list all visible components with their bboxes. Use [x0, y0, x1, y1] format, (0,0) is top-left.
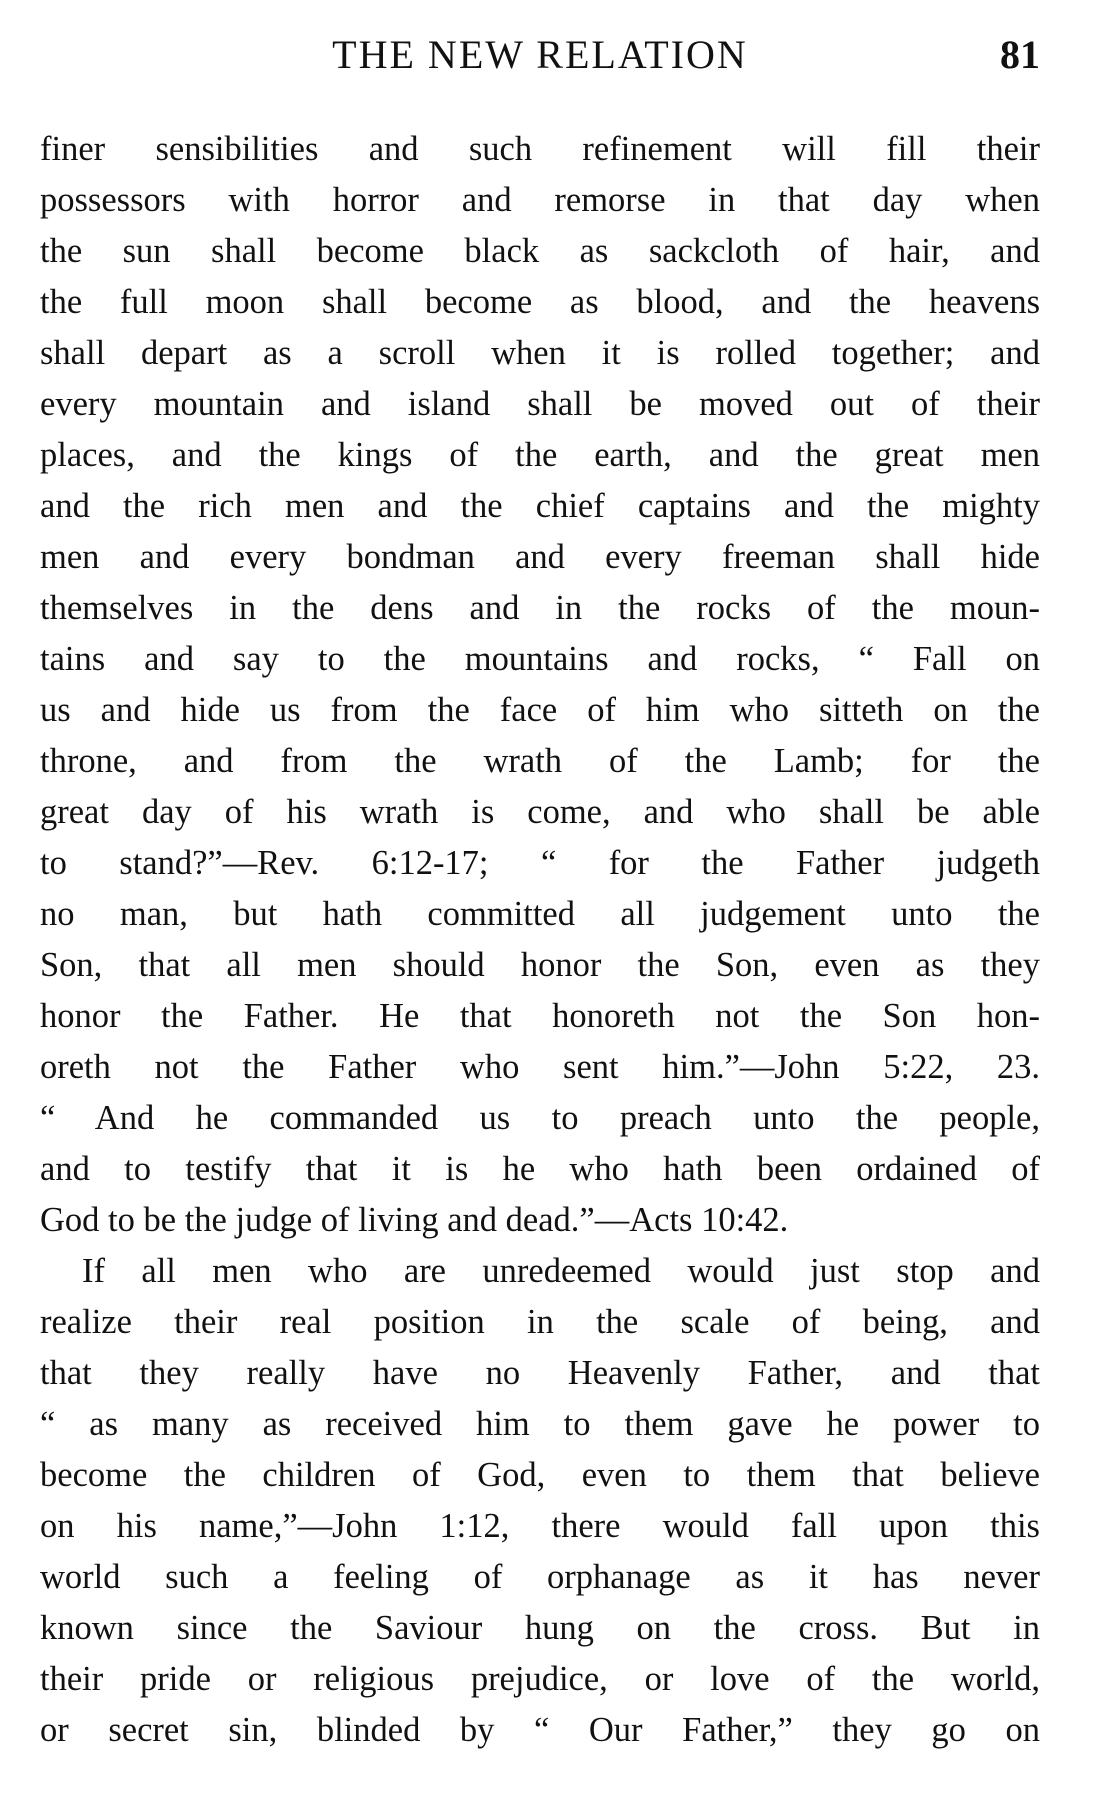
text-line: tains and say to the mountains and rocks, “ Fall on — [40, 640, 1040, 678]
text-line: or secret sin, blinded by “ Our Father,” they go on — [40, 1711, 1040, 1749]
paragraph — [40, 124, 1040, 1246]
running-head — [40, 30, 1040, 80]
text-line: Son, that all men should honor the Son, even as they — [40, 946, 1040, 984]
text-line: and the rich men and the chief captains and the mighty — [40, 487, 1040, 525]
text-line: the sun shall become black as sackcloth of hair, and — [40, 232, 1040, 270]
text-line: us and hide us from the face of him who sitteth on the — [40, 691, 1040, 729]
text-line: become the children of God, even to them that believe — [40, 1456, 1040, 1494]
text-line: their pride or religious prejudice, or love of the world, — [40, 1660, 1040, 1698]
text-line: themselves in the dens and in the rocks of the moun- — [40, 589, 1040, 627]
text-line: finer sensibilities and such refinement will fill their — [40, 130, 1040, 168]
running-title: THE NEW RELATION — [332, 32, 748, 77]
text-line: “ as many as received him to them gave he power to — [40, 1405, 1040, 1443]
text-line: realize their real position in the scale of being, and — [40, 1303, 1040, 1341]
text-line: men and every bondman and every freeman shall hide — [40, 538, 1040, 576]
text-line: every mountain and island shall be moved out of their — [40, 385, 1040, 423]
text-line: on his name,”—John 1:12, there would fall upon this — [40, 1507, 1040, 1545]
text-line: oreth not the Father who sent him.”—John 5:22, 23. — [40, 1048, 1040, 1086]
text-line: shall depart as a scroll when it is rolled together; and — [40, 334, 1040, 372]
body-text — [40, 124, 1040, 1756]
paragraph — [40, 1246, 1040, 1756]
text-line: “ And he commanded us to preach unto the people, — [40, 1099, 1040, 1137]
text-line: great day of his wrath is come, and who shall be able — [40, 793, 1040, 831]
text-line: known since the Saviour hung on the cross. But in — [40, 1609, 1040, 1647]
text-line: If all men who are unredeemed would just stop and — [82, 1252, 1040, 1290]
text-line: no man, but hath committed all judgement unto the — [40, 895, 1040, 933]
text-line: honor the Father. He that honoreth not the Son hon- — [40, 997, 1040, 1035]
text-line: that they really have no Heavenly Father, and that — [40, 1354, 1040, 1392]
text-line: the full moon shall become as blood, and the heavens — [40, 283, 1040, 321]
text-line: and to testify that it is he who hath been ordained of — [40, 1150, 1040, 1188]
text-line: to stand?”—Rev. 6:12-17; “ for the Father judgeth — [40, 844, 1040, 882]
page-number: 81 — [1000, 32, 1040, 77]
text-line: God to be the judge of living and dead.”—Acts 10:42. — [40, 1201, 789, 1239]
text-line: places, and the kings of the earth, and the great men — [40, 436, 1040, 474]
text-line: possessors with horror and remorse in that day when — [40, 181, 1040, 219]
text-line: world such a feeling of orphanage as it has never — [40, 1558, 1040, 1596]
text-line: throne, and from the wrath of the Lamb; for the — [40, 742, 1040, 780]
